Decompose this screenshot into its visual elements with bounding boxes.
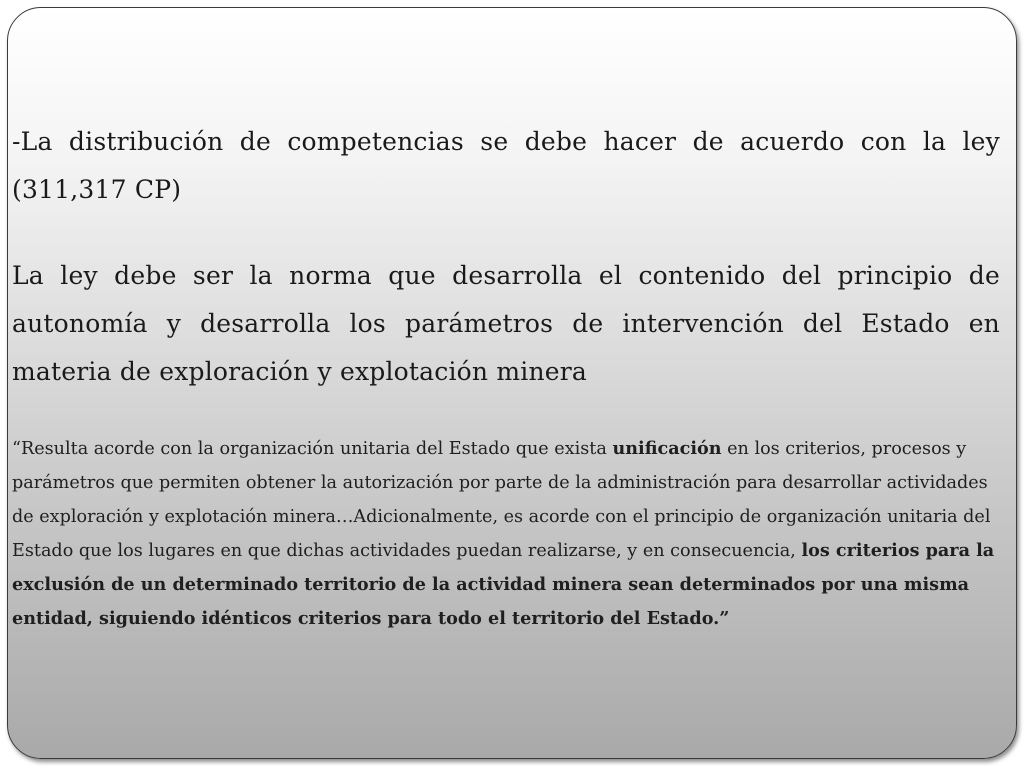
quote-bold-unificacion: unificación: [612, 438, 722, 459]
paragraph-ley-norma: La ley debe ser la norma que desarrolla el contenido del principio de autonomía y desarrolla los parámetros de intervención del Estado en materia de exploración y explotación minera: [12, 261, 1000, 386]
quote-block: [12, 432, 1000, 636]
slide-panel: [7, 7, 1017, 759]
quote-text-1: “Resulta acorde con la organización unitaria del Estado que exista: [12, 439, 613, 459]
paragraph-competencias: -La distribución de competencias se debe hacer de acuerdo con la ley (311,317 CP): [12, 127, 1000, 204]
quote-bold-criterios: los criterios para la exclusión de un determinado territorio de la actividad minera sean determinados por una misma entidad, siguiendo idénticos criterios para todo el territorio del Estado.”: [12, 540, 995, 629]
quote-text-2: en los criterios, procesos y parámetros que permiten obtener la autorización por parte de la administración para desarrollar actividades de exploración y explotación minera…Adicionalmente, es acorde con el principio de organización unitaria del Estado que los lugares en que dichas actividades puedan realizarse, y en consecuencia,: [12, 439, 991, 561]
slide-content: [12, 118, 1000, 636]
